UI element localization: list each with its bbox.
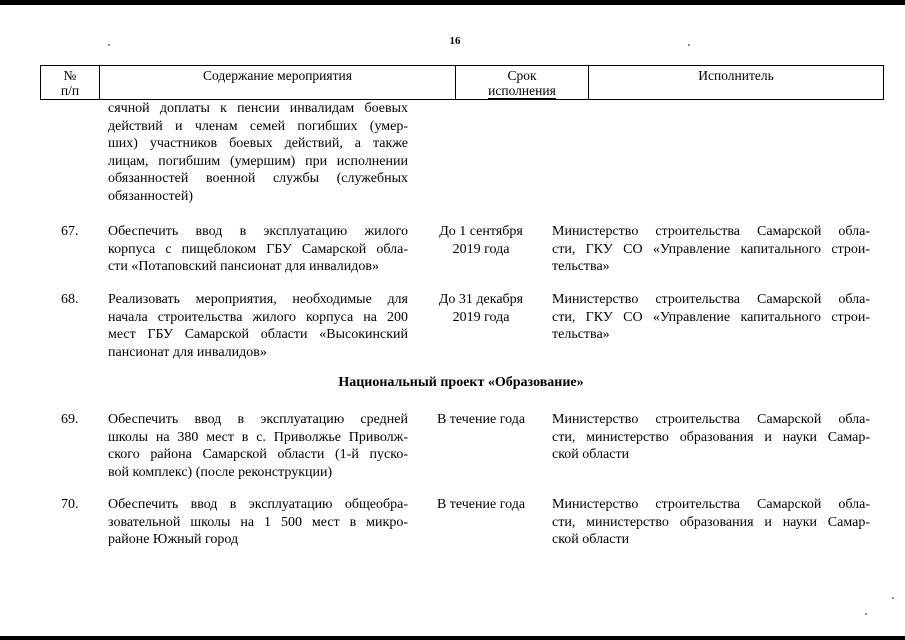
header-number-cell xyxy=(41,66,99,99)
row-executor-line: тельства» xyxy=(552,327,610,342)
row-content-line: школы на 380 мест в с. Приволжье Приволж- xyxy=(108,429,408,445)
row-executor-line: ской области xyxy=(552,532,630,547)
row-content-line: ского района Самарской области (1-й пуско- xyxy=(108,447,408,462)
row-executor-line: Министерство строительства Самарской обла- xyxy=(552,292,870,307)
row-number: 69. xyxy=(61,412,79,427)
row-content-line: мест ГБУ Самарской области «Высокинский xyxy=(108,327,408,342)
row-content-line: сти «Потаповский пансионат для инвалидов» xyxy=(108,259,379,274)
row-executor-line: сти, министерство образования и науки Самар- xyxy=(552,514,870,530)
row-term-line: 2019 года xyxy=(452,309,510,325)
scan-speck xyxy=(865,613,867,615)
row-executor-line: тельства» xyxy=(552,259,610,274)
row-executor-line: сти, ГКУ СО «Управление капитального строи- xyxy=(552,309,870,325)
row-content-line: лицам, погибшим (умершим) при исполнении xyxy=(108,153,408,169)
row-content-line: корпуса с пищеблоком ГБУ Самарской обла- xyxy=(108,241,408,257)
row-number: 70. xyxy=(61,497,79,512)
row-content-line: районе Южный город xyxy=(108,532,239,547)
row-term-line: В течение года xyxy=(436,497,526,512)
row-term-line: До 1 сентября xyxy=(439,224,523,239)
section-title: Национальный проект «Образование» xyxy=(338,375,584,390)
table-header xyxy=(40,65,884,100)
header-executor-cell xyxy=(588,66,883,99)
page-number: 16 xyxy=(449,35,461,47)
row-executor-line: сти, ГКУ СО «Управление капитального строи- xyxy=(552,241,870,257)
scan-speck xyxy=(892,597,894,599)
row-executor-line: Министерство строительства Самарской обла- xyxy=(552,412,870,427)
row-number: 68. xyxy=(61,292,79,307)
scan-speck xyxy=(688,44,690,46)
row-content-line: ших) участников боевых действий, а также xyxy=(108,136,408,151)
row-content-line: начала строительства жилого корпуса на 200 xyxy=(108,309,408,325)
row-executor xyxy=(552,411,870,464)
row-content xyxy=(108,496,408,549)
header-term-cell xyxy=(455,66,588,99)
row-content-line: Обеспечить ввод в эксплуатацию жилого xyxy=(108,224,408,239)
row-term xyxy=(426,291,536,326)
row-content-line: сячной доплаты к пенсии инвалидам боевых xyxy=(108,101,408,116)
row-executor-line: ской области xyxy=(552,447,630,462)
row-executor-line: Министерство строительства Самарской обла- xyxy=(552,224,870,239)
row-term xyxy=(426,496,536,514)
row-executor-line: Министерство строительства Самарской обла- xyxy=(552,497,870,512)
row-content xyxy=(108,223,408,276)
row-term xyxy=(426,411,536,429)
row-content-line: Реализовать мероприятия, необходимые для xyxy=(108,292,408,307)
row-term xyxy=(426,223,536,258)
row-executor xyxy=(552,223,870,276)
header-number-line: п/п xyxy=(60,83,80,98)
row-executor-line: сти, министерство образования и науки Самар- xyxy=(552,429,870,445)
row-content-line: действий и членам семей погибших (умер- xyxy=(108,118,408,134)
header-content-label: Содержание мероприятия xyxy=(203,68,352,83)
row-term-line: До 31 декабря xyxy=(438,292,524,307)
row-content xyxy=(108,411,408,481)
row-content-line: Обеспечить ввод в эксплуатацию средней xyxy=(108,412,408,427)
row-content xyxy=(108,291,408,361)
row-content-line: обязанностей военной службы (служебных xyxy=(108,171,408,186)
bottom-border-rule xyxy=(0,636,905,640)
row-content-line: обязанностей) xyxy=(108,188,193,204)
row-content-line: Обеспечить ввод в эксплуатацию общеобра- xyxy=(108,497,408,512)
scan-speck xyxy=(108,44,110,46)
row-number: 67. xyxy=(61,224,79,239)
row-content-line: зовательной школы на 1 500 мест в микро- xyxy=(108,514,408,530)
row-content-line: вой комплекс) (после реконструкции) xyxy=(108,464,333,480)
row-content xyxy=(108,100,408,205)
header-term-line: исполнения xyxy=(488,83,556,98)
row-executor xyxy=(552,291,870,344)
header-content-cell xyxy=(99,66,455,99)
row-term-line: В течение года xyxy=(436,412,526,427)
row-term-line: 2019 года xyxy=(452,241,510,257)
top-border-rule xyxy=(0,0,905,5)
row-executor xyxy=(552,496,870,549)
header-executor-label: Исполнитель xyxy=(698,68,774,83)
row-content-line: пансионат для инвалидов» xyxy=(108,344,267,360)
header-term-line: Срок xyxy=(507,68,537,83)
header-number-line: № xyxy=(63,68,77,83)
